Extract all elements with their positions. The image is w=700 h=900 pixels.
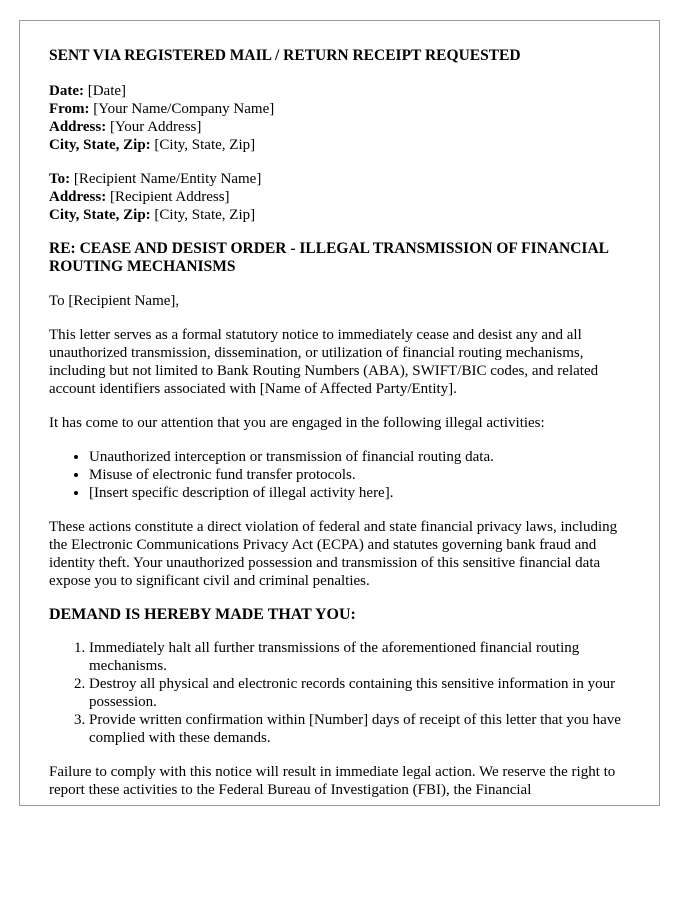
sender-address-line	[49, 118, 630, 136]
from-value: [Your Name/Company Name]	[89, 101, 275, 117]
sender-address-value: [Your Address]	[106, 119, 202, 135]
recipient-address-value: [Recipient Address]	[106, 189, 230, 205]
recipient-city-value: [City, State, Zip]	[150, 207, 256, 223]
list-item: 2. Destroy all physical and electronic records containing this sensitive information in your possession.	[89, 675, 630, 711]
from-line	[49, 100, 630, 118]
sender-address-label: Address:	[49, 119, 107, 135]
demands-list	[49, 639, 630, 747]
sender-city-label: City, State, Zip:	[49, 137, 151, 153]
demand-heading: DEMAND IS HEREBY MADE THAT YOU:	[49, 606, 356, 623]
subject-heading: RE: CEASE AND DESIST ORDER - ILLEGAL TRANSMISSION OF FINANCIAL ROUTING MECHANISMS	[49, 240, 609, 275]
date-value: [Date]	[83, 83, 127, 99]
letter-content	[20, 21, 659, 799]
salutation: To [Recipient Name],	[49, 293, 180, 309]
letter-page	[19, 20, 660, 806]
sender-city-line	[49, 136, 630, 154]
activities-list	[49, 448, 630, 502]
list-item: 1. Immediately halt all further transmissions of the aforementioned financial routing mechanisms.	[89, 639, 630, 675]
recipient-city-label: City, State, Zip:	[49, 207, 151, 223]
date-label: Date:	[49, 83, 84, 99]
intro-paragraph: This letter serves as a formal statutory notice to immediately cease and desist any and all unauthorized transmission, dissemination, or utilization of financial routing mechanisms, including but not limited to Bank Routing Numbers (ABA), SWIFT/BIC codes, and related account identifiers associated with [Name of Affected Party/Entity].	[49, 327, 599, 397]
to-value: [Recipient Name/Entity Name]	[70, 171, 262, 187]
list-item: 3. Provide written confirmation within [Number] days of receipt of this letter that you have complied with these demands.	[89, 711, 630, 747]
to-label: To:	[49, 171, 71, 187]
from-label: From:	[49, 101, 90, 117]
mail-notice-heading: SENT VIA REGISTERED MAIL / RETURN RECEIPT REQUESTED	[49, 47, 521, 64]
list-item: • Unauthorized interception or transmission of financial routing data.	[89, 448, 630, 466]
recipient-block	[49, 170, 630, 224]
recipient-address-label: Address:	[49, 189, 107, 205]
sender-city-value: [City, State, Zip]	[150, 137, 256, 153]
failure-paragraph: Failure to comply with this notice will result in immediate legal action. We reserve the right to report these activities to the Federal Bureau of Investigation (FBI), the Financial	[49, 764, 616, 798]
list-item: • [Insert specific description of illegal activity here].	[89, 484, 630, 502]
recipient-city-line	[49, 206, 630, 224]
recipient-address-line	[49, 188, 630, 206]
sender-block	[49, 82, 630, 154]
activities-paragraph: It has come to our attention that you are engaged in the following illegal activities:	[49, 415, 545, 431]
date-line	[49, 82, 630, 100]
violation-paragraph: These actions constitute a direct violation of federal and state financial privacy laws, including the Electronic Communications Privacy Act (ECPA) and statutes governing bank fraud and identity theft. Your unauthorized possession and transmission of this sensitive financial data expose you to significant civil and criminal penalties.	[49, 519, 618, 589]
list-item: • Misuse of electronic fund transfer protocols.	[89, 466, 630, 484]
to-line	[49, 170, 630, 188]
